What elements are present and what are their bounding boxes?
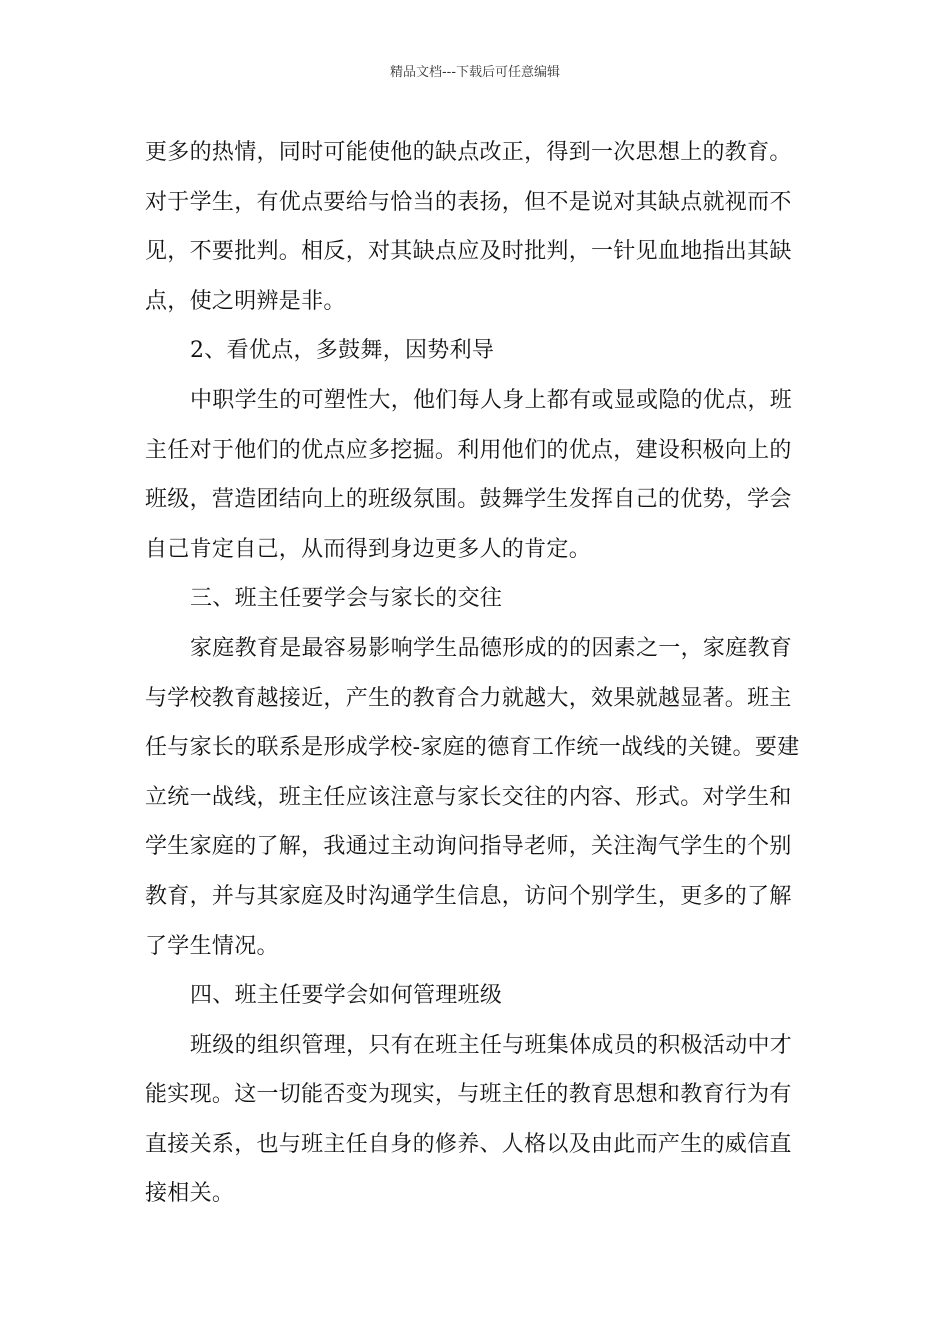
section-heading-4: 四、班主任要学会如何管理班级 [190, 983, 503, 1009]
text-line: 直接关系，也与班主任自身的修养、人格以及由此而产生的威信直 [145, 1131, 792, 1157]
body-text [145, 128, 813, 1219]
text-line: 教育，并与其家庭及时沟通学生信息，访问个别学生，更多的了解 [145, 883, 792, 909]
text-line: 对于学生，有优点要给与恰当的表扬，但不是说对其缺点就视而不 [145, 189, 792, 215]
text-line: 能实现。这一切能否变为现实，与班主任的教育思想和教育行为有 [145, 1082, 792, 1108]
text-line: 了学生情况。 [145, 933, 279, 959]
text-line: 立统一战线，班主任应该注意与家长交往的内容、形式。对学生和 [145, 784, 792, 810]
text-line: 接相关。 [145, 1181, 235, 1207]
text-line: 自己肯定自己，从而得到身边更多人的肯定。 [145, 536, 592, 562]
text-line: 班级，营造团结向上的班级氛围。鼓舞学生发挥自己的优势，学会 [145, 487, 792, 513]
text-line: 更多的热情，同时可能使他的缺点改正，得到一次思想上的教育。 [145, 140, 792, 165]
text-line: 任与家长的联系是形成学校-家庭的德育工作统一战线的关键。要建 [145, 735, 800, 761]
subheading-2: 2、看优点，多鼓舞，因势利导 [190, 338, 495, 364]
section-heading-3: 三、班主任要学会与家长的交往 [190, 586, 503, 612]
text-line: 学生家庭的了解，我通过主动询问指导老师，关注淘气学生的个别 [145, 834, 792, 860]
text-line: 家庭教育是最容易影响学生品德形成的的因素之一，家庭教育 [190, 635, 793, 661]
text-line: 与学校教育越接近，产生的教育合力就越大，效果就越显著。班主 [145, 685, 792, 711]
page-header: 精品文档---下载后可任意编辑 [389, 65, 561, 80]
text-line: 见，不要批判。相反，对其缺点应及时批判，一针见血地指出其缺 [145, 239, 792, 265]
text-line: 主任对于他们的优点应多挖掘。利用他们的优点，建设积极向上的 [145, 437, 792, 463]
text-line: 点，使之明辨是非。 [145, 288, 346, 314]
text-line: 班级的组织管理，只有在班主任与班集体成员的积极活动中才 [190, 1032, 793, 1058]
text-line: 中职学生的可塑性大，他们每人身上都有或显或隐的优点，班 [190, 387, 793, 413]
